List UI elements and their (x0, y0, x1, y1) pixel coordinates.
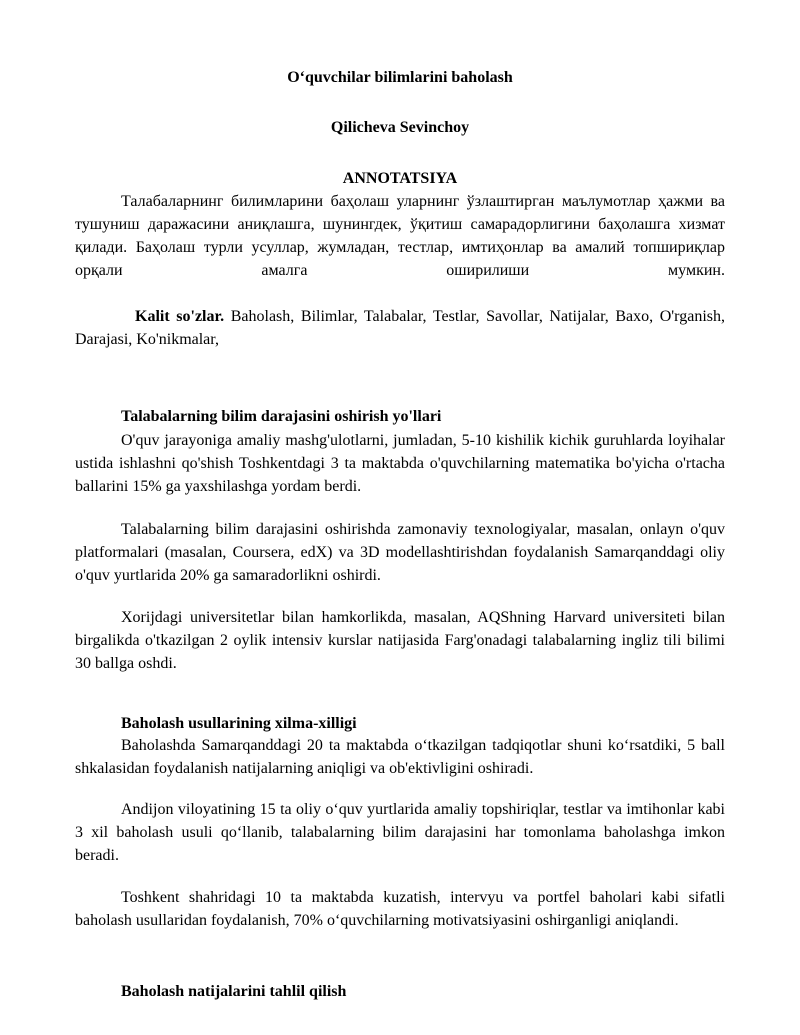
body-paragraph: Andijon viloyatining 15 ta oliy o‘quv yurtlarida amaliy topshiriqlar, testlar va imtihonlar kabi 3 xil baholash usuli qo‘llanib, talabalarning bilim darajasini har tomonlama baholashga imkon beradi. (75, 801, 725, 864)
paper-title: O‘quvchilar bilimlarini baholash (287, 69, 513, 86)
section-heading: Talabalarning bilim darajasini oshirish yo'llari (121, 408, 442, 425)
body-paragraph: Talabalarning bilim darajasini oshirishda zamonaviy texnologiyalar, masalan, onlayn o'quv platformalari (masalan, Coursera, edX) va 3D modellashtirishdan foydalanish Samarqanddagi oliy o'quv yurtlarida 20% ga samaradorlikni oshirdi. (75, 521, 725, 584)
author-name: Qilicheva Sevinchoy (330, 119, 470, 136)
keywords-paragraph (75, 305, 725, 351)
body-paragraph: O'quv jarayoniga amaliy mashg'ulotlarni, jumladan, 5-10 kishilik kichik guruhlarda loyihalar ustida ishlashni qo'shish Toshkentdagi 3 ta maktabda o'quvchilarning matematika bo'yicha o'rtacha ballarini 15% ga yaxshilashga yordam berdi. (75, 432, 725, 495)
keywords-label: Kalit so'zlar. (135, 308, 225, 325)
keywords-text: Baholash, Bilimlar, Talabalar, Testlar, Savollar, Natijalar, Baxo, O'rganish, Darajasi, Ko'nikmalar, (75, 308, 725, 348)
section-heading: Baholash natijalarini tahlil qilish (121, 983, 347, 1000)
section-heading: Baholash usullarining xilma-xilligi (121, 715, 357, 732)
annotation-heading: ANNOTATSIYA (342, 170, 458, 187)
annotation-text: Талабаларнинг билимларини баҳолаш уларнинг ўзлаштирган маълумотлар ҳажми ва тушуниш даражасини аниқлашга, шунингдек, ўқитиш самарадорлигини баҳолашга хизмат қилади. Баҳолаш турли усуллар, жумладан, тестлар, имтиҳонлар ва амалий топшириқлар орқали амалга оширилиши мумкин. (75, 193, 725, 279)
body-paragraph: Xorijdagi universitetlar bilan hamkorlikda, masalan, AQShning Harvard universiteti bilan birgalikda o'tkazilgan 2 oylik intensiv kurslar natijasida Farg'onadagi talabalarning ingliz tili bilimi 30 ballga oshdi. (75, 609, 725, 672)
body-paragraph: Toshkent shahridagi 10 ta maktabda kuzatish, intervyu va portfel baholari kabi sifatli baholash usullaridan foydalanish, 70% o‘quvchilarning motivatsiyasini oshirganligi aniqlandi. (75, 889, 725, 929)
body-paragraph: Baholashda Samarqanddagi 20 ta maktabda o‘tkazilgan tadqiqotlar shuni ko‘rsatdiki, 5 ball shkalasidan foydalanish natijalarning aniqligi va ob'ektivligini oshiradi. (75, 737, 725, 777)
